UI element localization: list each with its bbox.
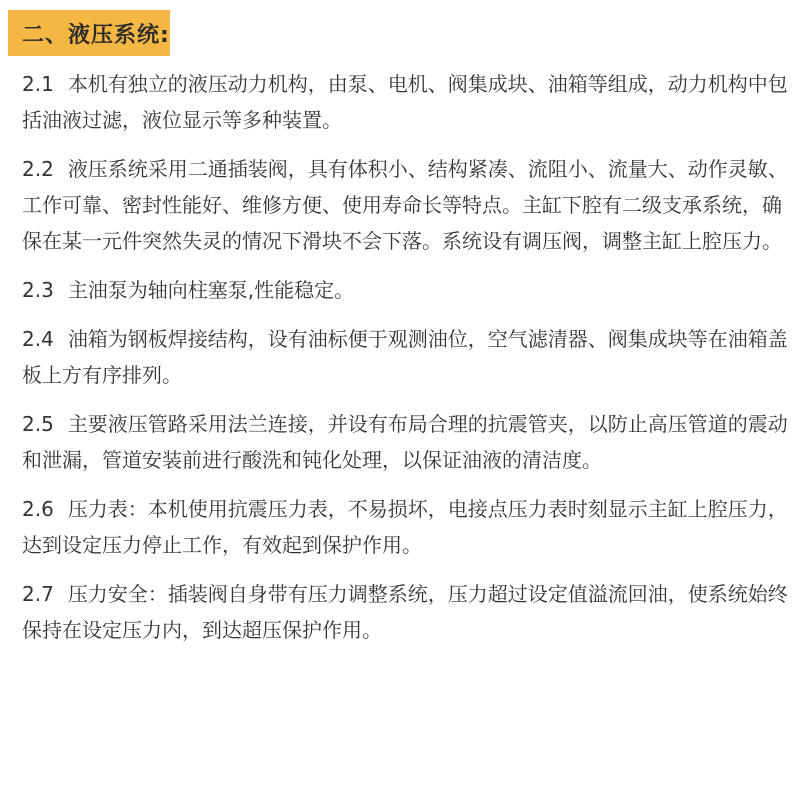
list-item-2-3 <box>22 272 792 308</box>
item-text: 本机有独立的液压动力机构，由泵、电机、阀集成块、油箱等组成，动力机构中包括油液过滤，液位显示等多种装置。 <box>22 72 788 132</box>
section-title: 二、液压系统: <box>8 10 170 56</box>
item-number: 2.6 <box>22 497 54 521</box>
item-text: 液压系统采用二通插装阀，具有体积小、结构紧凑、流阻小、流量大、动作灵敏、工作可靠、密封性能好、维修方便、使用寿命长等特点。主缸下腔有二级支承系统，确保在某一元件突然失灵的情况下滑块不会下落。系统设有调压阀，调整主缸上腔压力。 <box>22 157 788 253</box>
item-number: 2.3 <box>22 278 54 302</box>
item-text: 压力安全：插装阀自身带有压力调整系统，压力超过设定值溢流回油，使系统始终保持在设定压力内，到达超压保护作用。 <box>22 582 788 642</box>
item-number: 2.2 <box>22 157 54 181</box>
item-number: 2.5 <box>22 412 54 436</box>
item-list <box>22 66 792 661</box>
item-text: 压力表：本机使用抗震压力表，不易损坏，电接点压力表时刻显示主缸上腔压力，达到设定压力停止工作，有效起到保护作用。 <box>22 497 788 557</box>
item-text: 主要液压管路采用法兰连接，并设有布局合理的抗震管夹，以防止高压管道的震动和泄漏，管道安装前进行酸洗和钝化处理，以保证油液的清洁度。 <box>22 412 788 472</box>
list-item-2-2 <box>22 151 792 259</box>
item-number: 2.1 <box>22 72 54 96</box>
list-item-2-7 <box>22 576 792 648</box>
list-item-2-4 <box>22 321 792 393</box>
item-text: 油箱为钢板焊接结构，设有油标便于观测油位，空气滤清器、阀集成块等在油箱盖板上方有序排列。 <box>22 327 788 387</box>
list-item-2-5 <box>22 406 792 478</box>
item-number: 2.4 <box>22 327 54 351</box>
list-item-2-1 <box>22 66 792 138</box>
list-item-2-6 <box>22 491 792 563</box>
item-number: 2.7 <box>22 582 54 606</box>
item-text: 主油泵为轴向柱塞泵,性能稳定。 <box>67 278 355 302</box>
